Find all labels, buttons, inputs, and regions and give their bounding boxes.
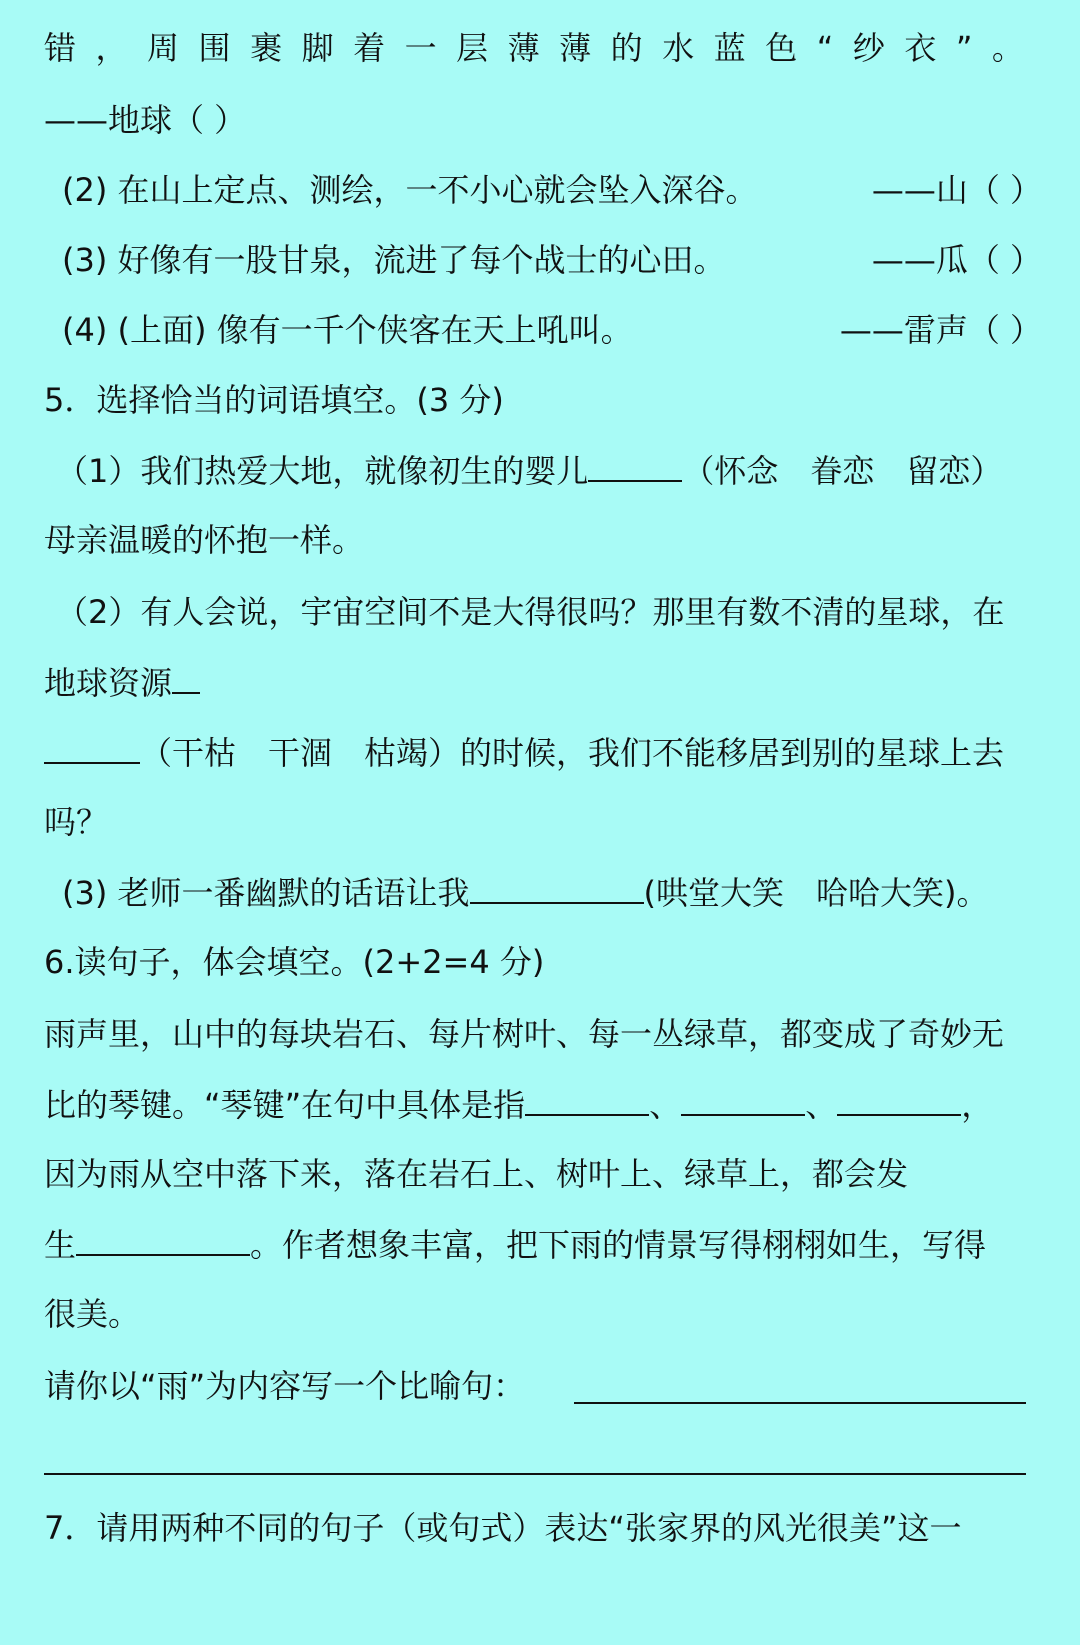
q6-p4-text-a: 生 [44,1226,77,1264]
q4-item-2 [44,168,1042,212]
q6-answer-line-1[interactable] [574,1402,1026,1404]
q5-title: 5．选择恰当的词语填空。(3 分) [44,381,504,419]
q6-title: 6.读句子，体会填空。(2+2=4 分) [44,943,545,981]
intro-char: 色 [765,29,798,67]
q6-blank-3[interactable] [837,1082,961,1116]
intro-char: 脚 [301,29,334,67]
earth-answer: ——地球（ ） [44,101,247,139]
intro-char: 薄 [559,29,592,67]
q6-para-2 [44,1082,1024,1127]
intro-char: 围 [198,29,231,67]
intro-char: 纱 [852,29,885,67]
q4-item-4-text: (4) (上面) 像有一千个侠客在天上吼叫。 [62,311,633,349]
intro-char: 薄 [507,29,540,67]
q4-item-3-answer[interactable]: ——瓜（ ） [871,241,1042,279]
q5-sentence-1-cont: 母亲温暖的怀抱一样。 [44,521,365,559]
intro-char: ” [955,29,973,67]
q5-s2-blank-a[interactable] [172,660,200,694]
q6-blank-1[interactable] [525,1082,649,1116]
q5-sentence-2: （2）有人会说，宇宙空间不是大得很吗？那里有数不清的星球，在 [56,593,1005,631]
q5-s1-options: （怀念 眷恋 留恋） [682,452,1003,490]
q5-s1-blank[interactable] [588,448,682,482]
intro-char: 裹 [250,29,283,67]
intro-char: 蓝 [713,29,746,67]
q5-sentence-3 [62,870,1042,915]
q4-item-2-text: (2) 在山上定点、测绘，一不小心就会坠入深谷。 [62,171,758,209]
intro-char: 一 [404,29,437,67]
intro-char: 错 [44,29,77,67]
intro-char: ， [95,29,128,67]
intro-char: 的 [610,29,643,67]
earth-answer-line [44,98,1024,142]
intro-char: 层 [456,29,489,67]
q5-s3-options: (哄堂大笑 哈哈大笑)。 [643,874,989,912]
intro-sentence [44,26,1024,70]
q6-para-4 [44,1222,1024,1267]
q5-sentence-2-b [44,660,1024,705]
intro-char: “ [816,29,834,67]
q6-para-1: 雨声里，山中的每块岩石、每片树叶、每一丛绿草，都变成了奇妙无 [44,1015,1005,1053]
q4-item-2-answer[interactable]: ——山（ ） [871,171,1042,209]
q6-sep-3: ， [961,1086,994,1124]
q6-p4-text-b: 。作者想象丰富，把下雨的情景写得栩栩如生，写得 [250,1226,987,1264]
q7-title: 7．请用两种不同的句子（或句式）表达“张家界的风光很美”这一 [44,1509,962,1547]
q6-blank-4[interactable] [76,1222,250,1256]
q6-para-5: 很美。 [44,1295,141,1333]
q5-s3-blank[interactable] [470,870,644,904]
q6-sep-1: 、 [649,1086,682,1124]
q5-s1-text: （1）我们热爱大地，就像初生的婴儿 [56,452,589,490]
q4-item-3-text: (3) 好像有一股甘泉，流进了每个战士的心田。 [62,241,726,279]
q4-item-4 [44,308,1042,352]
q5-s3-text: (3) 老师一番幽默的话语让我 [62,874,470,912]
intro-char: 。 [991,29,1024,67]
q5-sentence-2-c [44,730,1024,775]
intro-char: 周 [147,29,180,67]
intro-char: 水 [662,29,695,67]
intro-char: 着 [353,29,386,67]
q4-item-4-answer[interactable]: ——雷声（ ） [839,311,1042,349]
q6-p6-text: 请你以“雨”为内容写一个比喻句： [44,1367,526,1405]
q5-s2-blank-b[interactable] [44,730,140,764]
q6-blank-2[interactable] [681,1082,805,1116]
q6-p2-text: 比的琴键。“琴键”在句中具体是指 [44,1086,526,1124]
q5-s2-options: （干枯 干涸 枯竭）的时候，我们不能移居到别的星球上去 [140,734,1005,772]
q6-answer-line-2[interactable] [44,1473,1026,1475]
q6-sep-2: 、 [805,1086,838,1124]
q4-item-3 [44,238,1042,282]
q5-sentence-1 [56,448,1036,493]
q6-para-3: 因为雨从空中落下来，落在岩石上、树叶上、绿草上，都会发 [44,1155,909,1193]
intro-char: 衣 [904,29,937,67]
q5-s2-text: 地球资源 [44,664,173,702]
q5-sentence-2-d: 吗？ [44,803,109,841]
